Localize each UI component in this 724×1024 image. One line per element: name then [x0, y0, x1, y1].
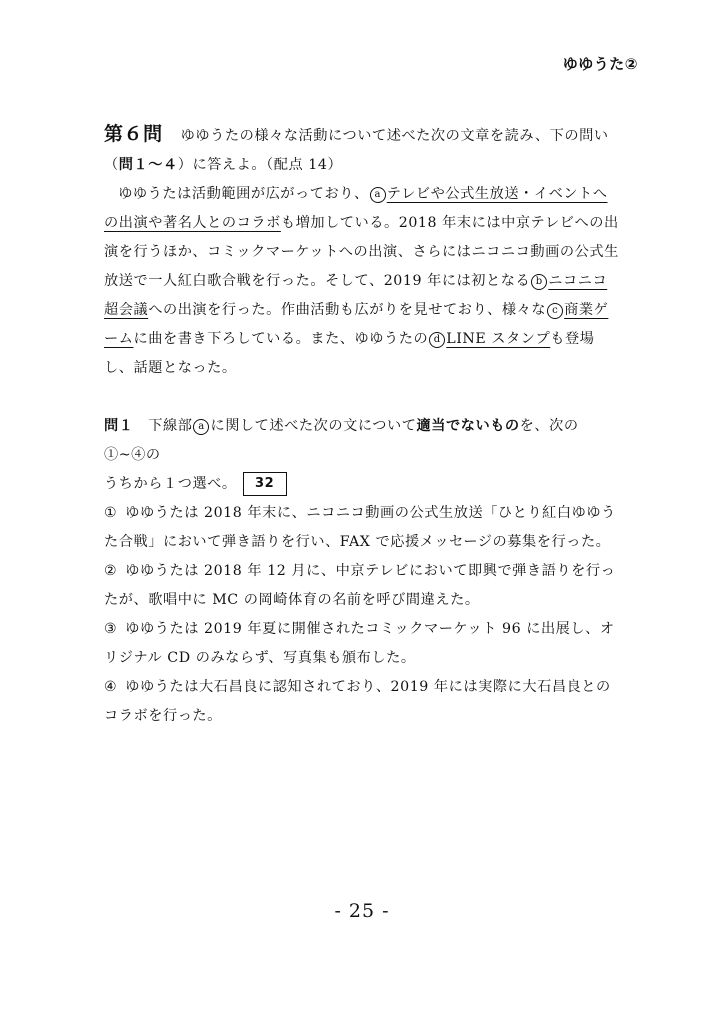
passage-text: も登場し、話題となった。: [104, 331, 595, 376]
q1-text: うちから１つ選べ。: [104, 476, 237, 492]
question-number: 第６問: [104, 123, 163, 145]
circle-label-c: c: [547, 303, 563, 319]
option-2: [104, 557, 619, 615]
circle-label-d: d: [429, 332, 445, 348]
underline-a: テレビや公式生放送・イベントへの出演や著名人とのコラボ: [104, 186, 608, 231]
q1-text: 下線部: [148, 418, 193, 434]
q1-emphasis: 適当でないもの: [416, 418, 520, 434]
q1-text: に関して述べた次の文について: [210, 418, 417, 434]
q1-circle-a: a: [193, 419, 209, 435]
option-1: [104, 499, 619, 557]
option-text: ゆゆうたは 2018 年末に、ニコニコ動画の公式生放送「ひとり紅白ゆゆうた合戦」において弾き語りを行い、FAX で応援メッセージの募集を行った。: [104, 505, 616, 550]
question-heading: [104, 120, 619, 180]
question-range: 問１～４: [118, 157, 178, 173]
option-4: [104, 673, 619, 731]
circle-label-b: b: [531, 274, 547, 290]
option-number: ④: [104, 679, 118, 695]
option-text: ゆゆうたは 2019 年夏に開催されたコミックマーケット 96 に出展し、オリジナル CD のみならず、写真集も頒布した。: [104, 621, 615, 666]
main-content: [104, 120, 619, 731]
passage-text: も増加している。2018 年末には中京テレビへの出演を行うほか、コミックマーケットへの出演、さらにはニコニコ動画の公式生放送で一人紅白歌合戦を行った。そして、2019 年には初となる: [104, 215, 619, 289]
q1-text: を、次の①~④の: [104, 418, 579, 463]
passage-text: に曲を書き下ろしている。また、ゆゆうたの: [133, 331, 429, 347]
passage: [104, 180, 619, 383]
option-text: ゆゆうたは大石昌良に認知されており、2019 年には実際に大石昌良とのコラボを行った。: [104, 679, 611, 724]
q1-prompt: [104, 412, 619, 499]
option-number: ③: [104, 621, 118, 637]
option-text: ゆゆうたは 2018 年 12 月に、中京テレビにおいて即興で弾き語りを行ったが、歌唱中に MC の岡崎体育の名前を呼び間違えた。: [104, 563, 616, 608]
q1-label: 問１: [104, 418, 134, 434]
page-number: - 25 -: [334, 900, 390, 922]
option-number: ②: [104, 563, 118, 579]
passage-text: ゆゆうたは活動範囲が広がっており、: [118, 186, 369, 202]
header-label: ゆゆうた②: [562, 55, 638, 73]
answer-box: 32: [243, 472, 287, 496]
underline-c: 商業ゲーム: [104, 302, 609, 347]
question-prompt-line1: ゆゆうたの様々な活動について述べた次の文章を読み、下の問い: [180, 128, 609, 144]
circle-label-a: a: [370, 187, 386, 203]
spacer: [104, 383, 619, 412]
underline-b: ニコニコ超会議: [104, 273, 608, 318]
option-3: [104, 615, 619, 673]
underline-d: LINE スタンプ: [446, 331, 551, 347]
passage-text: への出演を行った。作曲活動も広がりを見せており、様々な: [148, 302, 547, 318]
question-prompt-rest: ）に答えよ。（配点 14）: [177, 157, 343, 173]
prompt-paren: （: [104, 157, 119, 173]
option-number: ①: [104, 505, 118, 521]
